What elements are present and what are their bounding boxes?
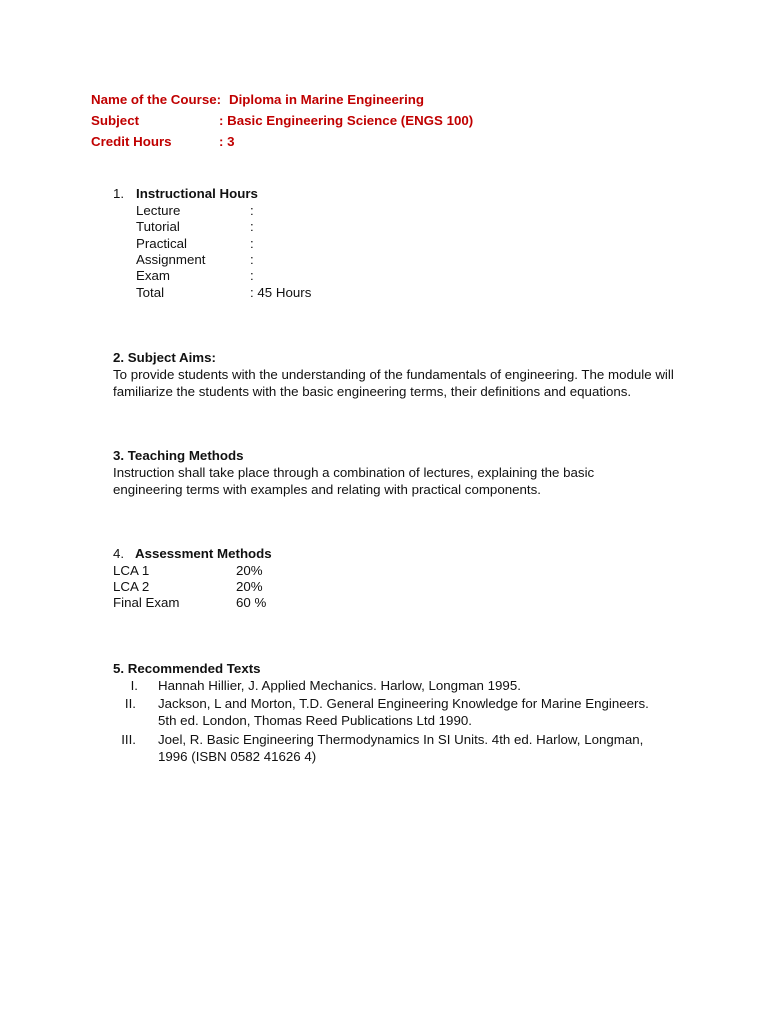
subject-aims-text: To provide students with the understanding of the fundamentals of engineering. The module will familiarize the students with the basic engineering terms, their definitions and equations. [113, 367, 674, 399]
section-5-heading: 5. Recommended Texts [113, 661, 261, 676]
section-3-heading: 3. Teaching Methods [113, 448, 244, 463]
reference-text: Hannah Hillier, J. Applied Mechanics. Harlow, Longman 1995. [158, 678, 521, 693]
hours-row-label: Exam [136, 268, 170, 283]
course-label: Name of the Course: [91, 92, 222, 107]
reference-numeral: III. [121, 732, 136, 747]
hours-row-value: : [250, 268, 254, 283]
credit-hours-label: Credit Hours [91, 134, 172, 149]
hours-row-value: : [250, 252, 254, 267]
section-1-number: 1. [113, 186, 125, 201]
credit-hours-value: : 3 [219, 134, 235, 149]
assessment-row-label: LCA 2 [113, 579, 150, 594]
assessment-row-label: LCA 1 [113, 563, 150, 578]
course-value: Diploma in Marine Engineering [229, 92, 425, 107]
assessment-row-label: Final Exam [113, 595, 180, 610]
hours-row-value: : [250, 236, 254, 251]
hours-row-label: Lecture [136, 203, 181, 218]
subject-label: Subject [91, 113, 140, 128]
reference-numeral: II. [124, 696, 136, 711]
assessment-row-value: 20% [236, 563, 263, 578]
section-4-title: Assessment Methods [135, 546, 272, 561]
hours-row-value: : [250, 203, 254, 218]
section-2-heading: 2. Subject Aims: [113, 350, 216, 365]
hours-row-label: Total [136, 285, 165, 300]
section-4-number: 4. [113, 546, 125, 561]
reference-text-continued: 5th ed. London, Thomas Reed Publications Ltd 1990. [158, 713, 472, 728]
assessment-row-value: 20% [236, 579, 263, 594]
teaching-methods-text: Instruction shall take place through a combination of lectures, explaining the basic engineering terms with examples and relating with practical components. [113, 465, 595, 497]
hours-row-label: Assignment [136, 252, 206, 267]
reference-numeral: I. [130, 678, 138, 693]
subject-value: : Basic Engineering Science (ENGS 100) [219, 113, 474, 128]
reference-text-continued: 1996 (ISBN 0582 41626 4) [158, 749, 317, 764]
section-1-title: Instructional Hours [136, 186, 258, 201]
reference-text: Joel, R. Basic Engineering Thermodynamics In SI Units. 4th ed. Harlow, Longman, [158, 732, 644, 747]
hours-total-value: : 45 Hours [250, 285, 312, 300]
hours-row-value: : [250, 219, 254, 234]
reference-text: Jackson, L and Morton, T.D. General Engineering Knowledge for Marine Engineers. [158, 696, 649, 711]
assessment-row-value: 60 % [236, 595, 267, 610]
hours-row-label: Tutorial [136, 219, 180, 234]
hours-row-label: Practical [136, 236, 187, 251]
